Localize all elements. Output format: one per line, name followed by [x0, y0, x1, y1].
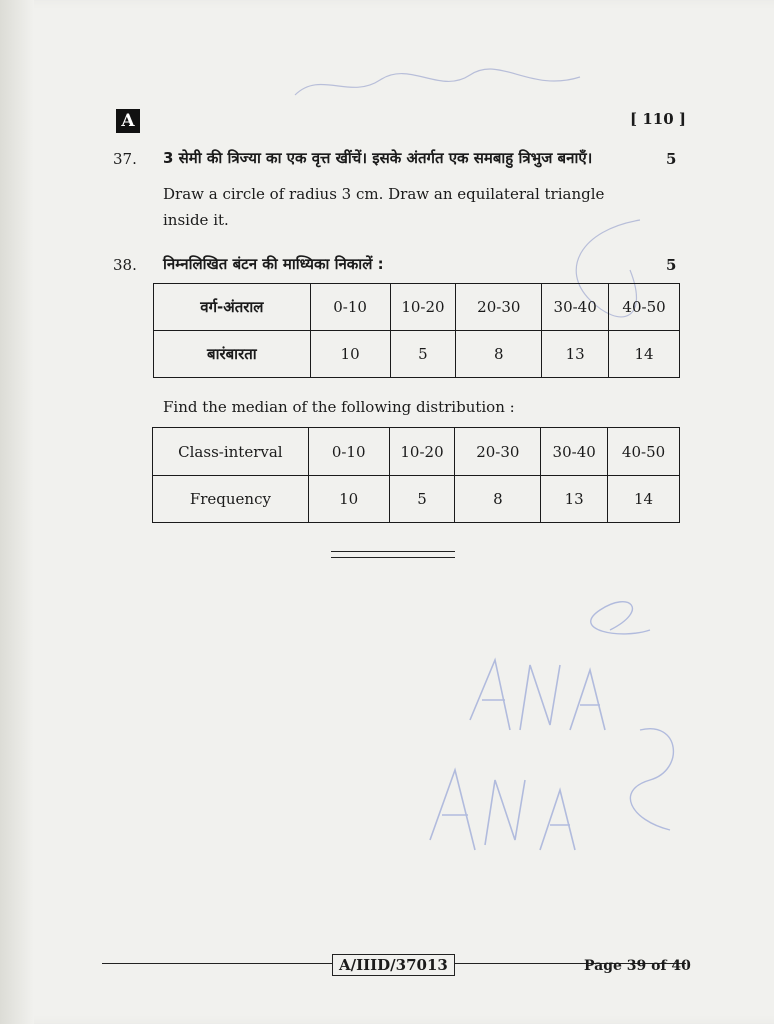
table-cell: 20-30 — [455, 428, 541, 476]
table-cell: 14 — [609, 331, 680, 378]
table-header-cell: बारंबारता — [154, 331, 311, 378]
table-header-cell: Class-interval — [153, 428, 309, 476]
table-row — [154, 331, 680, 378]
table-cell: 13 — [541, 476, 608, 523]
question-text-line: Draw a circle of radius 3 cm. Draw an equilateral triangle — [163, 185, 605, 203]
table-cell: 0-10 — [308, 428, 389, 476]
page-code: [ 110 ] — [630, 110, 686, 128]
handwriting-scribble — [400, 570, 700, 900]
table-cell: 14 — [608, 476, 680, 523]
page-edge-shadow — [0, 0, 34, 1024]
table-cell: 20-30 — [456, 284, 542, 331]
distribution-table-hindi — [153, 283, 680, 378]
question-text-english — [163, 181, 683, 233]
table-cell: 40-50 — [609, 284, 680, 331]
question-marks: 5 — [666, 150, 677, 168]
question-number: 38. — [113, 256, 137, 274]
question-text-hindi: 3 सेमी की त्रिज्या का एक वृत्त खींचें। इसके अंतर्गत एक समबाहु त्रिभुज बनाएँ। — [163, 149, 593, 167]
question-number: 37. — [113, 150, 137, 168]
table-cell: 10 — [310, 331, 390, 378]
table-cell: 40-50 — [608, 428, 680, 476]
handwriting-scribble — [290, 65, 590, 105]
table-cell: 30-40 — [542, 284, 609, 331]
question-text-line: inside it. — [163, 211, 229, 229]
paper-code: A/IIID/37013 — [332, 954, 455, 976]
table-row — [153, 428, 680, 476]
table-cell: 8 — [456, 331, 542, 378]
end-of-section-rule — [331, 551, 455, 558]
table-header-cell: वर्ग-अंतराल — [154, 284, 311, 331]
table-cell: 13 — [542, 331, 609, 378]
table-cell: 5 — [390, 331, 456, 378]
table-cell: 10-20 — [390, 284, 456, 331]
table-cell: 5 — [389, 476, 455, 523]
question-text-hindi: निम्नलिखित बंटन की माध्यिका निकालें : — [163, 255, 384, 273]
section-badge: A — [116, 109, 140, 133]
table-cell: 0-10 — [310, 284, 390, 331]
question-text-english: Find the median of the following distribution : — [163, 398, 515, 416]
distribution-table-english — [152, 427, 680, 523]
table-row — [153, 476, 680, 523]
table-cell: 10 — [308, 476, 389, 523]
table-cell: 10-20 — [389, 428, 455, 476]
table-cell: 30-40 — [541, 428, 608, 476]
question-marks: 5 — [666, 256, 677, 274]
table-row — [154, 284, 680, 331]
table-header-cell: Frequency — [153, 476, 309, 523]
table-cell: 8 — [455, 476, 541, 523]
page-number: Page 39 of 40 — [584, 958, 691, 974]
